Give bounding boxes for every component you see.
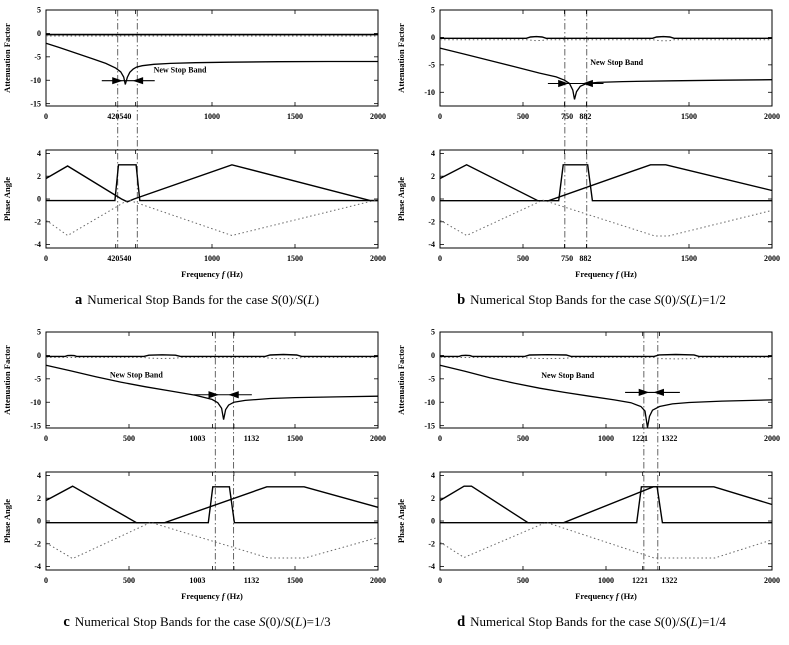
y-tick-label: 5: [37, 5, 41, 15]
x-tick-label: 1000: [204, 254, 220, 263]
caption-text-run: Numerical Stop Bands for the case: [470, 292, 655, 307]
y-tick-label: 4: [431, 149, 435, 159]
caption-text-run: Numerical Stop Bands for the case: [470, 614, 655, 629]
caption-text-run: Numerical Stop Bands for the case: [87, 292, 272, 307]
x-tick-label: 1500: [681, 112, 697, 121]
series-phase-negative: [46, 200, 378, 236]
plot-frame: [46, 472, 378, 570]
series-zero-dotted: [440, 358, 772, 359]
x-tick-label: 1500: [287, 254, 303, 263]
phase-axis-title: Phase Angle: [2, 176, 12, 222]
attenuation-axis-title: Attenuation Factor: [396, 23, 406, 93]
caption-text-run: d: [457, 614, 466, 630]
x-tick-label: 2000: [370, 254, 386, 263]
caption-text-run: L: [690, 292, 698, 307]
y-tick-label: -4: [428, 240, 435, 250]
y-tick-label: -2: [34, 539, 41, 549]
x-tick-label: 0: [44, 576, 48, 585]
y-tick-label: -15: [30, 99, 41, 109]
x-tick-label: 0: [438, 576, 442, 585]
caption-text-run: (: [686, 614, 691, 629]
y-tick-label: 0: [37, 194, 41, 204]
x-tick-label: 2000: [764, 112, 780, 121]
x-tick-label: 2000: [370, 576, 386, 585]
new-stop-band-label: New Stop Band: [590, 57, 644, 67]
series-zero-dotted: [46, 358, 378, 359]
y-tick-label: 0: [37, 29, 41, 39]
plot-frame: [440, 332, 772, 428]
frequency-axis-title: Frequency f (Hz): [575, 269, 637, 279]
caption-text-run: S: [679, 614, 687, 629]
stop-band-width-arrows: [548, 80, 604, 87]
x-tick-label: 1000: [598, 434, 614, 443]
x-tick-label: 882: [579, 254, 592, 263]
series-zero-line: [440, 355, 772, 357]
y-tick-label: 0: [431, 516, 435, 526]
y-tick-label: -5: [34, 52, 41, 62]
caption-text-run: S: [284, 614, 291, 629]
x-tick-label: 1500: [287, 112, 303, 121]
x-tick-label: 1000: [204, 112, 220, 121]
y-tick-label: -2: [428, 217, 435, 227]
caption-text-run: (0)/: [277, 292, 297, 307]
x-tick-label: 1221: [632, 576, 649, 585]
attenuation-axis-title: Attenuation Factor: [2, 23, 12, 93]
series-phase-main: [440, 486, 772, 523]
series-phase-negative: [440, 200, 772, 236]
series-phase-negative: [46, 522, 378, 558]
panel-d-caption: [394, 613, 789, 631]
attenuation-axis-title: Attenuation Factor: [2, 345, 12, 415]
series-phase-pulse: [46, 487, 378, 523]
y-tick-label: 0: [431, 194, 435, 204]
x-tick-label: 420: [107, 112, 120, 121]
y-tick-label: 2: [37, 493, 41, 503]
x-tick-label: 882: [579, 112, 592, 121]
plot-frame: [46, 332, 378, 428]
caption-text-run: )=1/3: [302, 614, 331, 629]
y-tick-label: -5: [428, 60, 435, 70]
panel-c-charts: [0, 322, 394, 612]
y-tick-label: -10: [30, 75, 41, 85]
x-tick-label: 500: [123, 434, 135, 443]
series-attenuation: [440, 48, 772, 99]
y-tick-label: -4: [34, 562, 41, 572]
panel-b: [394, 0, 789, 322]
x-tick-label: 1003: [189, 576, 206, 585]
x-tick-label: 1322: [661, 434, 678, 443]
caption-text-run: S: [258, 614, 266, 629]
caption-text-run: (0)/: [660, 614, 680, 629]
x-tick-label: 1221: [632, 434, 649, 443]
phase-axis-title: Phase Angle: [396, 498, 406, 544]
x-tick-label: 420: [107, 254, 120, 263]
y-tick-label: 4: [431, 471, 435, 481]
series-phase-main: [440, 165, 772, 201]
y-tick-label: 2: [37, 171, 41, 181]
frequency-axis-title: Frequency f (Hz): [181, 269, 243, 279]
series-zero-dotted: [440, 40, 772, 41]
caption-text-run: L: [690, 614, 698, 629]
stop-band-width-arrows: [625, 389, 680, 396]
attenuation-axis-title: Attenuation Factor: [396, 345, 406, 415]
caption-text-run: (0)/: [265, 614, 285, 629]
caption-text-run: b: [457, 292, 466, 308]
caption-text-run: L: [295, 614, 303, 629]
x-tick-label: 750: [561, 112, 574, 121]
x-tick-label: 500: [517, 254, 529, 263]
phase-axis-title: Phase Angle: [2, 498, 12, 544]
y-tick-label: -2: [34, 217, 41, 227]
x-tick-label: 2000: [764, 434, 780, 443]
x-tick-label: 750: [561, 254, 574, 263]
caption-text-run: S: [654, 614, 661, 629]
y-tick-label: -15: [30, 421, 41, 431]
panel-b-caption: [394, 291, 789, 309]
arrowhead-right-icon: [558, 80, 569, 87]
y-tick-label: -5: [34, 374, 41, 384]
y-tick-label: 2: [431, 493, 435, 503]
series-attenuation: [440, 365, 772, 427]
panel-d-charts: [394, 322, 788, 612]
caption-text-run: (: [686, 292, 691, 307]
x-tick-label: 2000: [370, 434, 386, 443]
x-tick-label: 2000: [764, 576, 780, 585]
x-tick-label: 1322: [661, 576, 678, 585]
panel-c: [0, 322, 394, 645]
x-tick-label: 2000: [764, 254, 780, 263]
new-stop-band-label: New Stop Band: [541, 370, 595, 380]
y-tick-label: -2: [428, 539, 435, 549]
caption-text-run: S: [679, 292, 687, 307]
caption-text-run: )=1/4: [697, 614, 726, 629]
x-tick-label: 500: [123, 576, 135, 585]
series-zero-line: [46, 355, 378, 357]
frequency-axis-title: Frequency f (Hz): [181, 591, 243, 601]
y-tick-label: -10: [424, 397, 435, 407]
caption-text-run: S: [296, 292, 304, 307]
plot-frame: [46, 150, 378, 248]
panel-b-charts: [394, 0, 788, 290]
arrowhead-right-icon: [208, 391, 219, 398]
y-tick-label: 0: [37, 516, 41, 526]
x-tick-label: 1003: [189, 434, 206, 443]
new-stop-band-label: New Stop Band: [109, 370, 163, 380]
y-tick-label: 0: [431, 33, 435, 43]
series-phase-pulse: [440, 165, 772, 201]
x-tick-label: 0: [44, 434, 48, 443]
caption-text-run: c: [63, 614, 70, 630]
x-tick-label: 0: [44, 254, 48, 263]
panel-d: [394, 322, 789, 645]
y-tick-label: 5: [431, 327, 435, 337]
caption-text-run: (: [290, 614, 296, 629]
x-tick-label: 0: [44, 112, 48, 121]
y-tick-label: -4: [34, 240, 41, 250]
x-tick-label: 500: [517, 434, 529, 443]
x-tick-label: 1500: [681, 254, 697, 263]
caption-text-run: (: [303, 292, 308, 307]
caption-text-run: )=1/2: [697, 292, 726, 307]
panel-a: [0, 0, 394, 322]
x-tick-label: 540: [119, 254, 132, 263]
y-tick-label: -5: [428, 374, 435, 384]
y-tick-label: 5: [431, 5, 435, 15]
panel-c-caption: [0, 613, 394, 631]
x-tick-label: 0: [438, 112, 442, 121]
x-tick-label: 0: [438, 434, 442, 443]
plot-frame: [46, 10, 378, 106]
caption-text-run: Numerical Stop Bands for the case: [74, 614, 259, 629]
series-phase-pulse: [440, 487, 772, 523]
arrowhead-left-icon: [582, 80, 593, 87]
arrowhead-left-icon: [653, 389, 664, 396]
y-tick-label: 2: [431, 171, 435, 181]
caption-text-run: S: [654, 292, 661, 307]
x-tick-label: 0: [438, 254, 442, 263]
x-tick-label: 1132: [243, 434, 260, 443]
x-tick-label: 1132: [243, 576, 260, 585]
plot-frame: [440, 150, 772, 248]
x-tick-label: 500: [517, 576, 529, 585]
y-tick-label: 4: [37, 149, 41, 159]
y-tick-label: -10: [30, 397, 41, 407]
caption-text-run: S: [271, 292, 278, 307]
panel-a-caption: [0, 291, 394, 309]
stop-band-width-arrows: [102, 77, 155, 84]
x-tick-label: 1500: [287, 576, 303, 585]
caption-text-run: a: [74, 292, 83, 308]
frequency-axis-title: Frequency f (Hz): [575, 591, 637, 601]
y-tick-label: 4: [37, 471, 41, 481]
arrowhead-left-icon: [133, 77, 144, 84]
y-tick-label: 0: [37, 351, 41, 361]
caption-text-run: (0)/: [660, 292, 680, 307]
y-tick-label: 5: [37, 327, 41, 337]
caption-text-run: L: [307, 292, 315, 307]
y-tick-label: -4: [428, 562, 435, 572]
new-stop-band-label: New Stop Band: [153, 65, 207, 75]
x-tick-label: 1000: [598, 576, 614, 585]
series-zero-line: [440, 37, 772, 39]
y-tick-label: -10: [424, 87, 435, 97]
series-phase-negative: [440, 522, 772, 558]
x-tick-label: 2000: [370, 112, 386, 121]
series-attenuation: [46, 43, 378, 84]
phase-axis-title: Phase Angle: [396, 176, 406, 222]
x-tick-label: 1500: [287, 434, 303, 443]
panel-a-charts: [0, 0, 394, 290]
x-tick-label: 500: [517, 112, 529, 121]
y-tick-label: 0: [431, 351, 435, 361]
series-phase-main: [46, 165, 378, 202]
caption-text-run: ): [314, 292, 320, 307]
y-tick-label: -15: [424, 421, 435, 431]
x-tick-label: 540: [119, 112, 132, 121]
